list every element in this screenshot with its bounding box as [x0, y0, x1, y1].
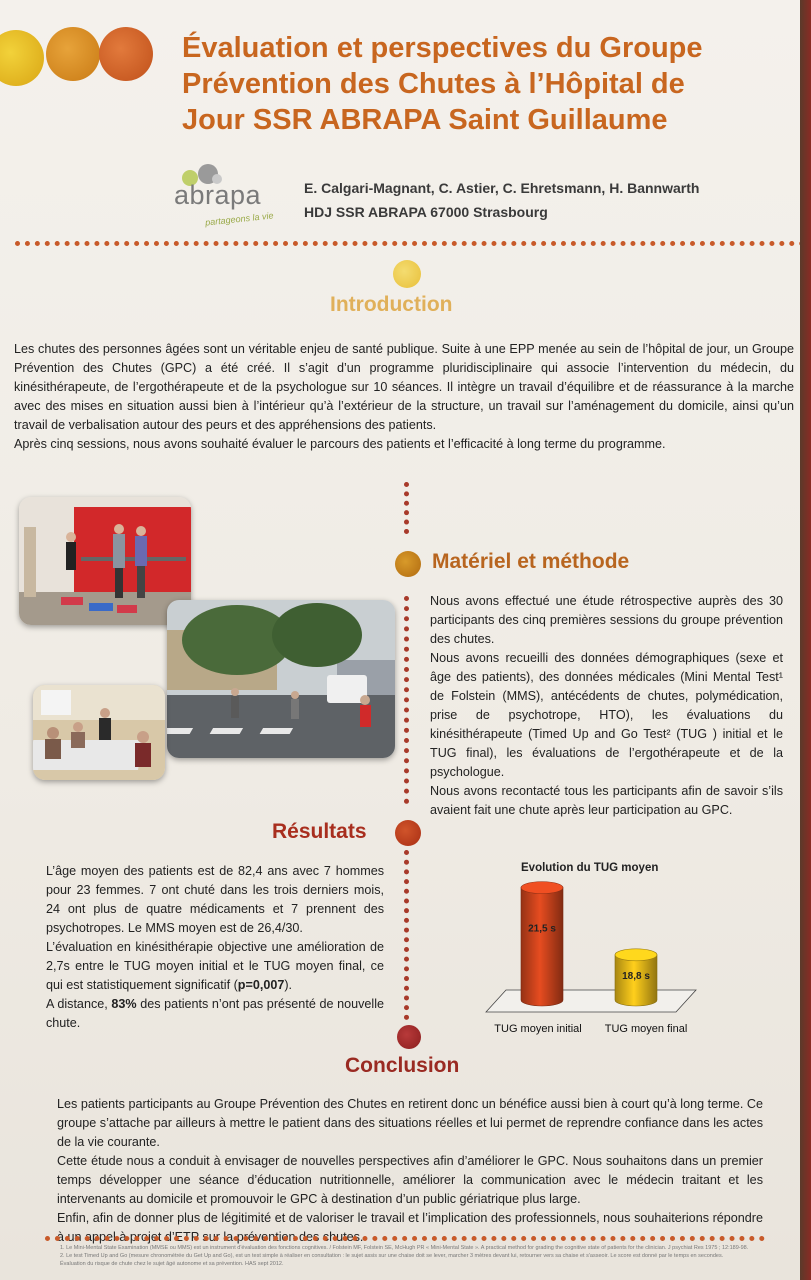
timeline-segment: [404, 482, 409, 534]
gym-scene: [19, 497, 191, 625]
conclusion-title: Conclusion: [345, 1054, 460, 1077]
methods-paragraph: Nous avons recueilli des données démographiques (sexe et âge des patients), des données médicales (Mini Mental Test¹ de Folstein (MMS), antécédents de chutes, polymédication, prise de psychotrope, HTO), les évaluations du kinésithérapeute (Timed Up and Go Test² (TUG ) initial et le TUG final), les évaluations de l’ergothérapeute et de la psychologue.: [430, 651, 783, 779]
poster-board-edge: [800, 0, 811, 1280]
abrapa-logo: [170, 162, 285, 232]
bar-initial: [521, 882, 563, 1006]
footnote-2: 2. Le test Timed Up and Go (mesure chronométrée du Get Up and Go), est un test simple à réaliser en consultation : le sujet assis sur une chaise doit se lever, marcher 3 mètres devant lui, retourner vers sa chaise et s'asseoir. Le score est donné par le temps en secondes. Évaluation du risque de chute chez le sujet âgé autonome et sa prévention. HAS sept 2012.: [60, 1253, 724, 1267]
timeline-segment: [404, 596, 409, 804]
photo-group-meeting: [33, 685, 165, 780]
methods-paragraph: Nous avons effectué une étude rétrospective auprès des 30 participants des cinq premières sessions du groupe prévention des chutes.: [430, 594, 783, 646]
tug-chart: [470, 872, 710, 1042]
conclusion-text: [57, 1095, 763, 1247]
methods-title: Matériel et méthode: [432, 550, 630, 573]
bar-cap: [521, 882, 563, 894]
chart-floor: [486, 990, 696, 1012]
conclusion-bullet: [397, 1025, 421, 1049]
intro-title: Introduction: [330, 293, 453, 316]
authors: E. Calgari-Magnant, C. Astier, C. Ehretsmann, H. Bannwarth: [304, 180, 700, 196]
conclusion-paragraph: Les patients participants au Groupe Prévention des Chutes en retirent donc un bénéfice aussi bien à court qu’à long terme. Ce groupe s’attache par ailleurs à mettre le patient dans des situations réelles et lui permet de reprendre confiance dans les actes de la vie courante.: [57, 1097, 763, 1149]
results-paragraph: A distance, 83% des patients n’ont pas présenté de nouvelle chute.: [46, 997, 385, 1030]
results-paragraph: L’âge moyen des patients est de 82,4 ans avec 7 hommes pour 23 femmes. 7 ont chuté dans les trois derniers mois, 24 ont plus de quatre médicaments et 7 prennent des psychotropes. Le MMS moyen est de 26,4/30.: [46, 864, 384, 935]
logo-tagline: partageons la vie: [204, 210, 274, 228]
street-scene: [167, 600, 395, 758]
logo-text: abrapa: [174, 180, 262, 210]
category-label: TUG moyen initial: [494, 1023, 582, 1035]
title-line-2: Prévention des Chutes à l’Hôpital de: [182, 68, 685, 100]
results-bullet: [395, 820, 421, 846]
results-title: Résultats: [272, 820, 367, 843]
meeting-scene: [33, 685, 165, 780]
conclusion-paragraph: Enfin, afin de donner plus de légitimité et de valoriser le travail et l’implication des professionnels, nous souhaiterions répondre à un appel à projet d’ETP sur la prévention des chutes.: [57, 1211, 763, 1244]
poster-title: [182, 30, 792, 138]
footer-divider: [45, 1236, 765, 1241]
photo-street-walk: [167, 600, 395, 758]
conclusion-paragraph: Cette étude nous a conduit à envisager de nouvelles perspectives afin d’améliorer le GPC. Nous souhaitons dans un premier temps développer une séance d’éducation nutritionnelle, améliorer la communication avec le médecin traitant et les intervenants au domicile et promouvoir le GPC à destination d’un public gériatrique plus large.: [57, 1154, 763, 1206]
authors-block: [304, 176, 699, 224]
intro-paragraph: Après cinq sessions, nous avons souhaité évaluer le parcours des patients et l’efficacité à long terme du programme.: [14, 437, 666, 451]
methods-paragraph: Nous avons recontacté tous les participants afin de savoir s’ils avaient fait une chute après leur participation au GPC.: [430, 784, 783, 817]
affiliation: HDJ SSR ABRAPA 67000 Strasbourg: [304, 204, 548, 220]
decor-circle-yellow: [0, 30, 44, 86]
header-divider: [15, 241, 800, 246]
timeline-segment: [404, 850, 409, 1020]
chart-title: Evolution du TUG moyen: [521, 862, 659, 874]
title-line-3: Jour SSR ABRAPA Saint Guillaume: [182, 104, 668, 136]
photo-gym-session: [19, 497, 191, 625]
decor-circle-orange: [46, 27, 100, 81]
decor-circle-red: [99, 27, 153, 81]
results-paragraph: L’évaluation en kinésithérapie objective une amélioration de 2,7s entre le TUG moyen initial et le TUG moyen final, ce qui est statistiquement significatif (p=0,007).: [46, 940, 384, 992]
intro-bullet: [393, 260, 421, 288]
results-text: [46, 862, 384, 1033]
footnotes: [60, 1244, 750, 1268]
bar-final: [615, 949, 657, 1006]
footnote-1: 1. Le Mini-Mental State Examination (MMSE ou MMS) est un instrument d'évaluation des fonctions cognitives. / Folstein MF, Folstein SE, McHugh PR « Mini-Mental State ». A practical method for grading the cognitive state of patients for the clinician. J psychiat Res 1975 ; 12:189-98.: [60, 1245, 749, 1251]
bar-body: [521, 888, 563, 1006]
methods-text: [430, 592, 783, 820]
methods-bullet: [395, 551, 421, 577]
intro-paragraph: Les chutes des personnes âgées sont un véritable enjeu de santé publique. Suite à une EPP menée au sein de l’hôpital de jour, un Groupe Prévention des Chutes (GPC) a été créé. Il s’agit d’un programme pluridisciplinaire qui associe l’intervention du médecin, du kinésithérapeute, de l’ergothérapeute et de la psychologue sur 10 séances. Il intègre un travail d’équilibre et de réassurance à la marche avec des mises en situation aussi bien à l’intérieur qu’à l’extérieur de la structure, un travail sur l’aménagement du domicile, ainsi qu’un travail de verbalisation autour des peurs et des appréhensions des patients.: [14, 342, 794, 432]
bar-data-label: 21,5 s: [528, 923, 556, 935]
bar-data-label: 18,8 s: [622, 971, 650, 983]
intro-text: [14, 340, 794, 454]
title-line-1: Évaluation et perspectives du Groupe: [182, 32, 703, 64]
category-label: TUG moyen final: [604, 1023, 688, 1035]
bar-cap: [615, 949, 657, 961]
